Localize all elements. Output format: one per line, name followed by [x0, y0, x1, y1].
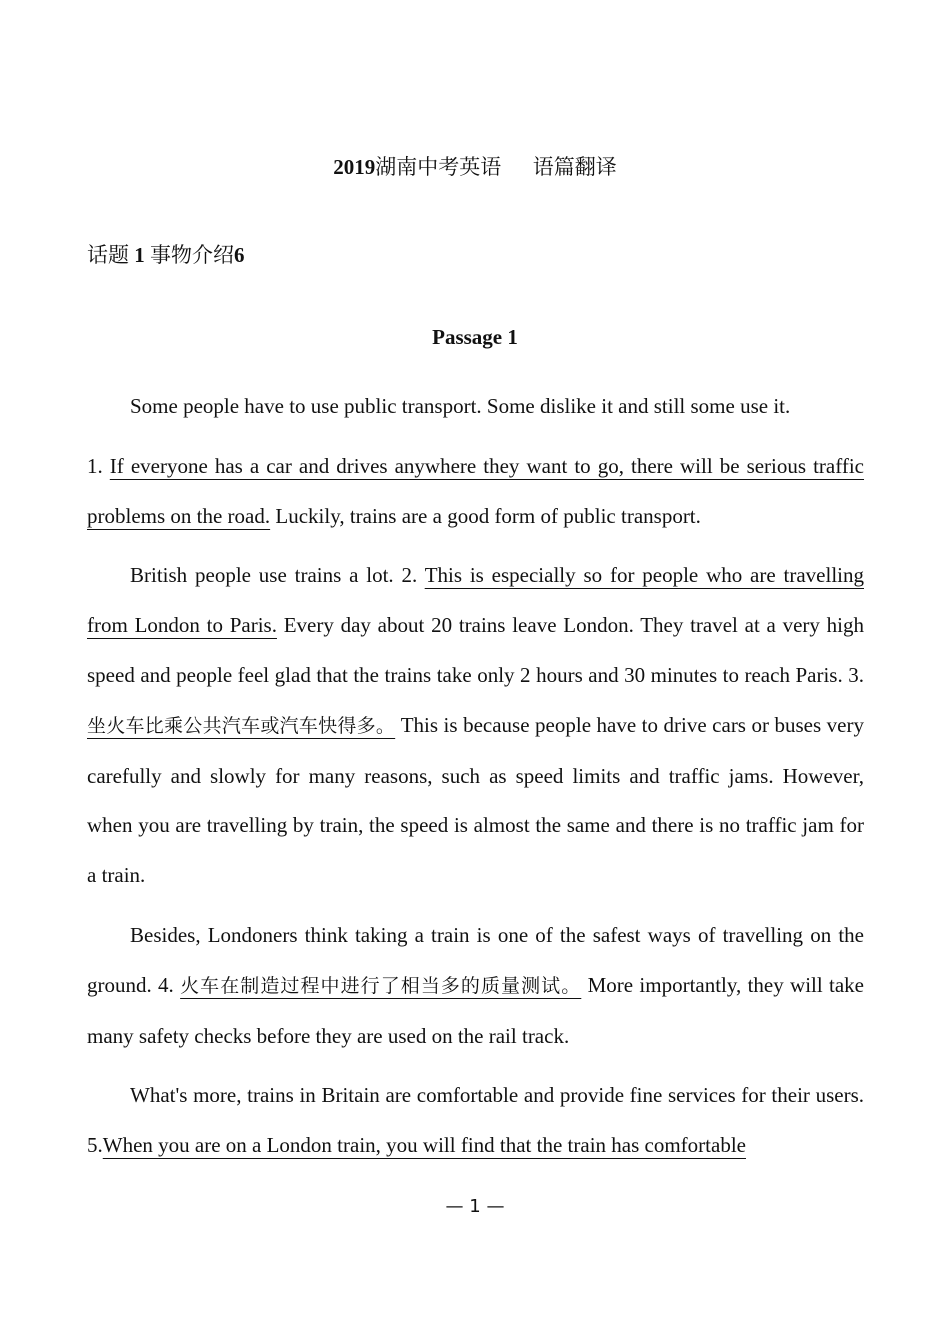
paragraph-2	[87, 442, 864, 542]
paragraph-5-start: What's more, trains in Britain are comfortable and provide fine services for their users. 5.	[87, 1083, 864, 1158]
topic-index: 6	[234, 243, 245, 267]
paragraph-3-start: British people use trains a lot. 2.	[130, 563, 418, 588]
page-number: — 1 —	[445, 1196, 505, 1217]
paragraph-3-end: This is because people have to drive cars or buses very carefully and slowly for many reasons, such as speed limits and traffic jams. However, when you are travelling by train, the speed is almost the same and there is no traffic jam for a train.	[87, 712, 864, 888]
underlined-sentence-4: 火车在制造过程中进行了相当多的质量测试。	[180, 974, 582, 997]
paragraph-3-mid: Every day about 20 trains leave London. They travel at a very high speed and people feel glad that the trains take only 2 hours and 30 minutes to reach Paris. 3.	[87, 613, 864, 687]
underlined-sentence-2: This is especially so for people who are travelling from London to Paris.	[87, 563, 864, 638]
item-number-1: 1.	[87, 453, 103, 478]
paragraph-4	[87, 911, 864, 1061]
title-subtitle: 语篇翻译	[532, 155, 617, 179]
topic-number: 1	[134, 243, 145, 267]
topic-prefix: 话题	[87, 243, 129, 267]
passage-heading: Passage 1	[432, 325, 518, 349]
paragraph-1	[87, 382, 864, 432]
topic-name: 事物介绍	[150, 243, 234, 267]
paragraph-4-end: More importantly, they will take many safety checks before they are used on the rail track.	[87, 972, 865, 1048]
topic-line	[87, 240, 245, 270]
underlined-sentence-1: If everyone has a car and drives anywhere they want to go, there will be serious traffic problems on the road.	[87, 453, 865, 528]
paragraph-2-text: Luckily, trains are a good form of public transport.	[275, 503, 701, 528]
paragraph-4-start: Besides, Londoners think taking a train is one of the safest ways of travelling on the ground. 4.	[87, 922, 864, 997]
underlined-sentence-5: When you are on a London train, you will find that the train has comfortable	[102, 1133, 746, 1158]
paragraph-5	[87, 1071, 864, 1171]
document-title	[0, 152, 950, 182]
title-year: 2019	[333, 155, 376, 179]
passage-body	[87, 382, 864, 1181]
underlined-sentence-3: 坐火车比乘公共汽车或汽车快得多。	[87, 714, 396, 737]
title-text: 湖南中考英语	[375, 155, 502, 179]
paragraph-3	[87, 551, 864, 901]
paragraph-1-text: Some people have to use public transport. Some dislike it and still some use it.	[130, 394, 791, 418]
